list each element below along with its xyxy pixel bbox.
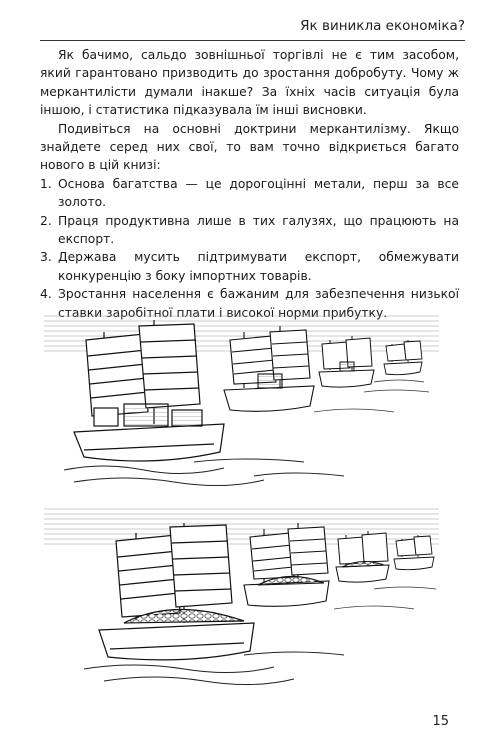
list-item: [40, 248, 459, 285]
page-number: 15: [432, 714, 449, 729]
distant-junk-ship: [384, 340, 422, 375]
list-item-number: 2.: [40, 213, 52, 228]
distant-junk-ship: [394, 535, 434, 570]
list-item-number: 3.: [40, 250, 52, 265]
running-header: [40, 12, 465, 41]
large-junk-ship: [99, 523, 254, 660]
page-body: [40, 46, 459, 322]
running-header-title: Як виникла економіка?: [300, 18, 465, 34]
small-junk-ship: [336, 531, 389, 582]
list-item-text: Держава мусить підтримувати експорт, обмежувати конкуренцію з боку імпортних товарів.: [58, 250, 459, 283]
junks-with-coins-illustration: [44, 505, 439, 695]
doctrine-list: [40, 175, 459, 322]
list-item-number: 4.: [40, 287, 52, 302]
junks-with-crates-illustration: [44, 312, 439, 502]
small-junk-ship: [319, 336, 374, 387]
list-item: [40, 175, 459, 212]
medium-junk-ship: [244, 523, 329, 606]
paragraph-saldo: Як бачимо, сальдо зовнішньої торгівлі не є тим засобом, який гарантовано призводить до зростання добробуту. Чому ж меркантилісти думали інакше? За їхніх часів ситуація була іншою, і статистика підказувала їм інші висновки.: [40, 48, 459, 118]
paragraph-doctrines: Подивіться на основні доктрини меркантилізму. Якщо знайдете серед них свої, то вам точно відкриється багато нового в цій книзі:: [40, 121, 459, 173]
list-item-text: Основа багатства — це дорогоцінні метали, перш за все золото.: [58, 176, 459, 210]
list-item-text: Зростання населення є бажаним для забезпечення низької ставки заробітної плати і високої норми прибутку.: [58, 287, 459, 320]
list-item-text: Праця продуктивна лише в тих галузях, що працюють на експорт.: [58, 213, 459, 247]
medium-junk-ship: [224, 326, 314, 411]
list-item-number: 1.: [40, 176, 52, 191]
list-item: [40, 212, 459, 249]
